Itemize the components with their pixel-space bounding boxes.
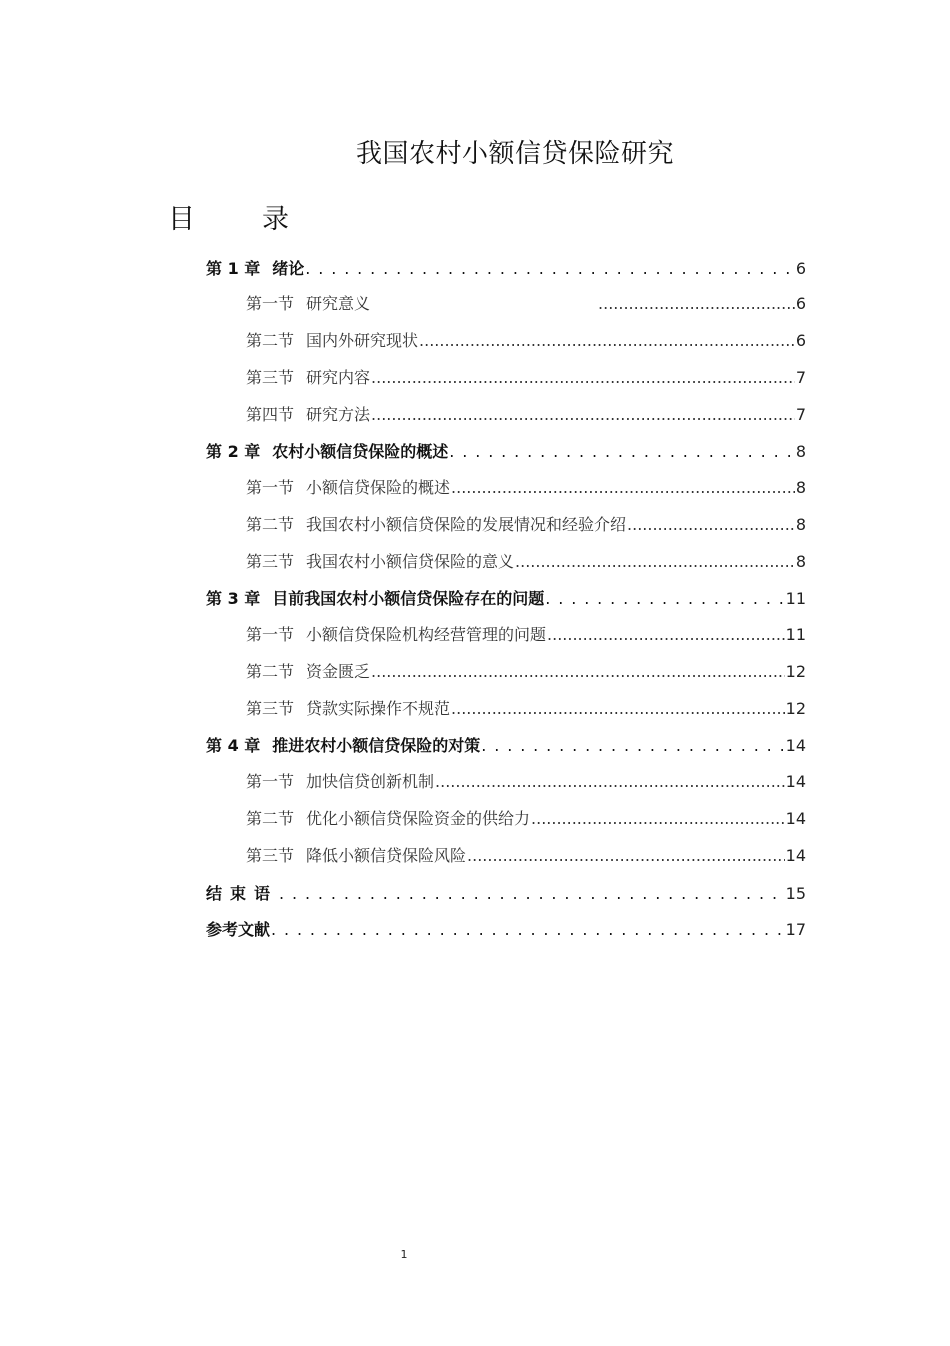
toc-section-entry[interactable] bbox=[246, 623, 806, 647]
toc-chapter-entry[interactable] bbox=[206, 440, 806, 464]
toc-entry-page: 8 bbox=[795, 515, 806, 534]
toc-dot-leader bbox=[449, 440, 795, 464]
toc-entry-number: 第三节 bbox=[246, 368, 295, 387]
toc-dot-leader bbox=[515, 550, 795, 574]
toc-entry-number: 第二节 bbox=[246, 662, 295, 681]
document-title: 我国农村小额信贷保险研究 bbox=[355, 139, 674, 169]
toc-entry-number: 第二节 bbox=[246, 515, 295, 534]
toc-section-entry[interactable] bbox=[246, 550, 806, 574]
toc-entry-title: 参考文献 bbox=[206, 920, 271, 939]
toc-section-entry[interactable] bbox=[246, 403, 806, 427]
toc-section-entry[interactable] bbox=[246, 513, 806, 537]
toc-entry-page: 7 bbox=[795, 368, 806, 387]
toc-entry-number: 第四节 bbox=[246, 405, 295, 424]
page-number: 1 bbox=[400, 1248, 408, 1261]
toc-entry-number: 第一节 bbox=[246, 625, 295, 644]
toc-dot-leader bbox=[545, 587, 784, 611]
toc-entry-title: 优化小额信贷保险资金的供给力 bbox=[306, 809, 531, 828]
toc-dot-leader bbox=[271, 918, 785, 942]
toc-entry-number: 第三节 bbox=[246, 552, 295, 571]
toc-dot-leader bbox=[627, 513, 795, 537]
toc-dot-leader bbox=[279, 882, 785, 906]
toc-dot-leader bbox=[435, 770, 785, 794]
toc-entry-number: 第 4 章 bbox=[206, 736, 261, 755]
toc-section-entry[interactable] bbox=[246, 844, 806, 868]
toc-entry-page: 14 bbox=[785, 809, 806, 828]
toc-entry-number: 第三节 bbox=[246, 699, 295, 718]
toc-entry-page: 8 bbox=[795, 478, 806, 497]
toc-entry-page: 12 bbox=[785, 699, 806, 718]
toc-entry-title: 研究意义 bbox=[306, 294, 371, 313]
toc-entry-page: 17 bbox=[785, 920, 806, 939]
toc-dot-leader bbox=[467, 844, 785, 868]
toc-section-entry[interactable] bbox=[246, 329, 806, 353]
toc-entry-title: 研究内容 bbox=[306, 368, 371, 387]
toc-entry-title: 小额信贷保险机构经营管理的问题 bbox=[306, 625, 547, 644]
toc-entry-page: 8 bbox=[795, 442, 806, 461]
toc-dot-leader bbox=[371, 660, 785, 684]
toc-entry-page: 14 bbox=[785, 736, 806, 755]
toc-entry-page: 14 bbox=[785, 772, 806, 791]
toc-chapter-entry[interactable] bbox=[206, 882, 806, 906]
toc-dot-leader bbox=[419, 329, 795, 353]
toc-entry-title: 我国农村小额信贷保险的发展情况和经验介绍 bbox=[306, 515, 627, 534]
toc-entry-title: 绪论 bbox=[272, 259, 305, 278]
toc-entry-title: 农村小额信贷保险的概述 bbox=[272, 442, 449, 461]
toc-dot-leader bbox=[451, 697, 785, 721]
toc-dot-leader bbox=[371, 366, 795, 390]
toc-dot-leader bbox=[451, 476, 795, 500]
toc-dot-leader bbox=[547, 623, 785, 647]
toc-dot-leader bbox=[305, 257, 795, 281]
toc-entry-page: 6 bbox=[795, 331, 806, 350]
toc-entry-number: 第三节 bbox=[246, 846, 295, 865]
toc-entry-title: 结束语 bbox=[206, 884, 279, 903]
toc-chapter-entry[interactable] bbox=[206, 734, 806, 758]
toc-entry-number: 第 3 章 bbox=[206, 589, 261, 608]
toc-section-entry[interactable] bbox=[246, 476, 806, 500]
toc-entry-page: 12 bbox=[785, 662, 806, 681]
toc-dot-leader bbox=[531, 807, 785, 831]
toc-section-entry[interactable] bbox=[246, 366, 806, 390]
toc-entry-title: 研究方法 bbox=[306, 405, 371, 424]
toc-entry-number: 第 2 章 bbox=[206, 442, 261, 461]
toc-entry-page: 7 bbox=[795, 405, 806, 424]
toc-section-entry[interactable] bbox=[246, 807, 806, 831]
toc-entry-title: 小额信贷保险的概述 bbox=[306, 478, 451, 497]
toc-chapter-entry[interactable] bbox=[206, 918, 806, 942]
toc-entry-title: 加快信贷创新机制 bbox=[306, 772, 435, 791]
toc-entry-title: 国内外研究现状 bbox=[306, 331, 419, 350]
toc-entry-number: 第一节 bbox=[246, 478, 295, 497]
toc-entry-title: 降低小额信贷保险风险 bbox=[306, 846, 467, 865]
toc-entry-title: 推进农村小额信贷保险的对策 bbox=[272, 736, 481, 755]
toc-entry-page: 6 bbox=[795, 259, 806, 278]
toc-entry-page: 6 bbox=[795, 294, 806, 313]
toc-entry-number: 第二节 bbox=[246, 331, 295, 350]
toc-entry-page: 14 bbox=[785, 846, 806, 865]
toc-dot-leader bbox=[598, 292, 795, 316]
toc-chapter-entry[interactable] bbox=[206, 587, 806, 611]
toc-dot-leader bbox=[481, 734, 784, 758]
toc-section-entry[interactable] bbox=[246, 292, 806, 316]
toc-entry-title: 我国农村小额信贷保险的意义 bbox=[306, 552, 515, 571]
toc-chapter-entry[interactable] bbox=[206, 257, 806, 281]
toc-section-entry[interactable] bbox=[246, 697, 806, 721]
toc-heading: 目 录 bbox=[168, 204, 309, 235]
toc-section-entry[interactable] bbox=[246, 660, 806, 684]
toc-entry-number: 第一节 bbox=[246, 772, 295, 791]
toc-dot-leader bbox=[371, 403, 795, 427]
toc-entry-number: 第 1 章 bbox=[206, 259, 261, 278]
toc-entry-page: 8 bbox=[795, 552, 806, 571]
toc-section-entry[interactable] bbox=[246, 770, 806, 794]
toc-entry-number: 第一节 bbox=[246, 294, 295, 313]
toc-entry-title: 贷款实际操作不规范 bbox=[306, 699, 451, 718]
toc-entry-page: 11 bbox=[785, 589, 806, 608]
toc-entry-page: 15 bbox=[785, 884, 806, 903]
toc-entry-title: 资金匮乏 bbox=[306, 662, 371, 681]
toc-entry-page: 11 bbox=[785, 625, 806, 644]
toc-entry-title: 目前我国农村小额信贷保险存在的问题 bbox=[272, 589, 545, 608]
toc-entry-number: 第二节 bbox=[246, 809, 295, 828]
